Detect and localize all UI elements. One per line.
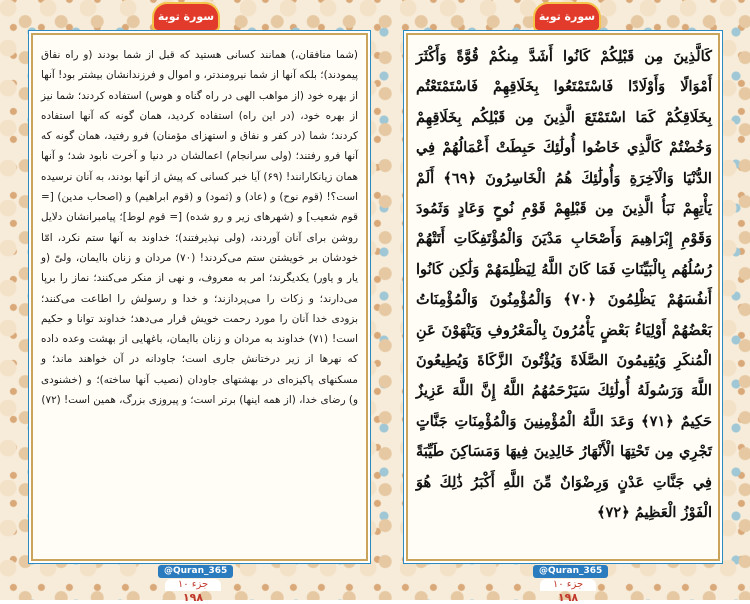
page-number: ۱۹۸: [182, 591, 204, 604]
sura-title-tab-left: سورة توبة: [154, 4, 218, 30]
persian-translation-text: (شما منافقان،) همانند کسانی هستید که قبل از شما بودند (و راه نفاق پیمودند)؛ بلکه آنها از شما نیرومندتر، و اموال و فرزندانشان بیشتر بود! آنها از بهره خود (از مواهب الهی در راه گناه و هوس) استفاده کردند؛ شما نیز از بهره خود، (در این راه) استفاده کردید، همان گونه که آنها استفاده کردند؛ شما (در کفر و نفاق و استهزای مؤمنان) فرو رفتید، همان گونه که آنها فرو رفتند؛ (ولی سرانجام) اعمالشان در دنیا و آخرت نابود شد؛ و آنها همان زیانکارانند! (۶۹) آیا خبر کسانی که پیش از آنها بودند، به آنان نرسیده است؟! (قوم نوح) و (عاد) و (ثمود) و (قوم ابراهیم) و (اصحاب مدین) [= قوم شعیب] و (شهرهای زیر و رو شده) [= قوم لوط]؛ پیامبرانشان دلایل روشن برای آنان آوردند، (ولی نپذیرفتند)؛ خداوند به آنها ستم نکرد، امّا خودشان بر خویشتن ستم می‌کردند! (۷۰) مردان و زنان باایمان، ولیّ (و یار و یاور) یکدیگرند؛ امر به معروف، و نهی از منکر می‌کنند؛ نماز را برپا می‌دارند؛ و زکات را می‌پردازند؛ و خدا و رسولش را اطاعت می‌کنند؛ بزودی خدا آنان را مورد رحمت خویش قرار می‌دهد؛ خداوند توانا و حکیم است! (۷۱) خداوند به مردان و زنان باایمان، باغهایی از بهشت وعده داده که نهرها از زیر درختانش جاری است؛ جاودانه در آن خواهند ماند؛ و مسکنهای پاکیزه‌ای در بهشتهای جاودان (نصیب آنها ساخته)؛ و (خشنودی و) رضای خدا، (از همه اینها) برتر است؛ و پیروزی بزرگ، همین است! (۷۲): [41, 49, 358, 407]
page-footer-left: [158, 558, 228, 604]
quran-text-panel: [408, 35, 718, 559]
page-number: ۱۹۸: [557, 591, 579, 604]
juz-label: جزء ۱۰: [540, 579, 596, 591]
juz-label: جزء ۱۰: [165, 579, 221, 591]
channel-brand-label: @Quran_365: [158, 565, 233, 578]
page-footer-right: [533, 558, 603, 604]
arabic-verses-text: كَالَّذِينَ مِن قَبْلِكُمْ كَانُوا أَشَدَّ مِنكُمْ قُوَّةً وَأَكْثَرَ أَمْوَالًا وَأَوْلَادًا فَاسْتَمْتَعُوا بِخَلَاقِهِمْ فَاسْتَمْتَعْتُم بِخَلَاقِكُمْ كَمَا اسْتَمْتَعَ الَّذِينَ مِن قَبْلِكُم بِخَلَاقِهِمْ وَخُضْتُمْ كَالَّذِي خَاضُوا أُولَٰئِكَ حَبِطَتْ أَعْمَالُهُمْ فِي الدُّنْيَا وَالْآخِرَةِ وَأُولَٰئِكَ هُمُ الْخَاسِرُونَ ﴿٦٩﴾ أَلَمْ يَأْتِهِمْ نَبَأُ الَّذِينَ مِن قَبْلِهِمْ قَوْمِ نُوحٍ وَعَادٍ وَثَمُودَ وَقَوْمِ إِبْرَاهِيمَ وَأَصْحَابِ مَدْيَنَ وَالْمُؤْتَفِكَاتِ أَتَتْهُمْ رُسُلُهُم بِالْبَيِّنَاتِ فَمَا كَانَ اللَّهُ لِيَظْلِمَهُمْ وَلَٰكِن كَانُوا أَنفُسَهُمْ يَظْلِمُونَ ﴿٧٠﴾ وَالْمُؤْمِنُونَ وَالْمُؤْمِنَاتُ بَعْضُهُمْ أَوْلِيَاءُ بَعْضٍ يَأْمُرُونَ بِالْمَعْرُوفِ وَيَنْهَوْنَ عَنِ الْمُنكَرِ وَيُقِيمُونَ الصَّلَاةَ وَيُؤْتُونَ الزَّكَاةَ وَيُطِيعُونَ اللَّهَ وَرَسُولَهُ أُولَٰئِكَ سَيَرْحَمُهُمُ اللَّهُ إِنَّ اللَّهَ عَزِيزٌ حَكِيمٌ ﴿٧١﴾ وَعَدَ اللَّهُ الْمُؤْمِنِينَ وَالْمُؤْمِنَاتِ جَنَّاتٍ تَجْرِي مِن تَحْتِهَا الْأَنْهَارُ خَالِدِينَ فِيهَا وَمَسَاكِنَ طَيِّبَةً فِي جَنَّاتِ عَدْنٍ وَرِضْوَانٌ مِّنَ اللَّهِ أَكْبَرُ ذَٰلِكَ هُوَ الْفَوْزُ الْعَظِيمُ ﴿٧٢﴾: [416, 48, 712, 522]
translation-panel: [33, 35, 366, 559]
channel-brand-label: @Quran_365: [533, 565, 608, 578]
sura-title-tab-right: سورة توبة: [535, 4, 599, 30]
